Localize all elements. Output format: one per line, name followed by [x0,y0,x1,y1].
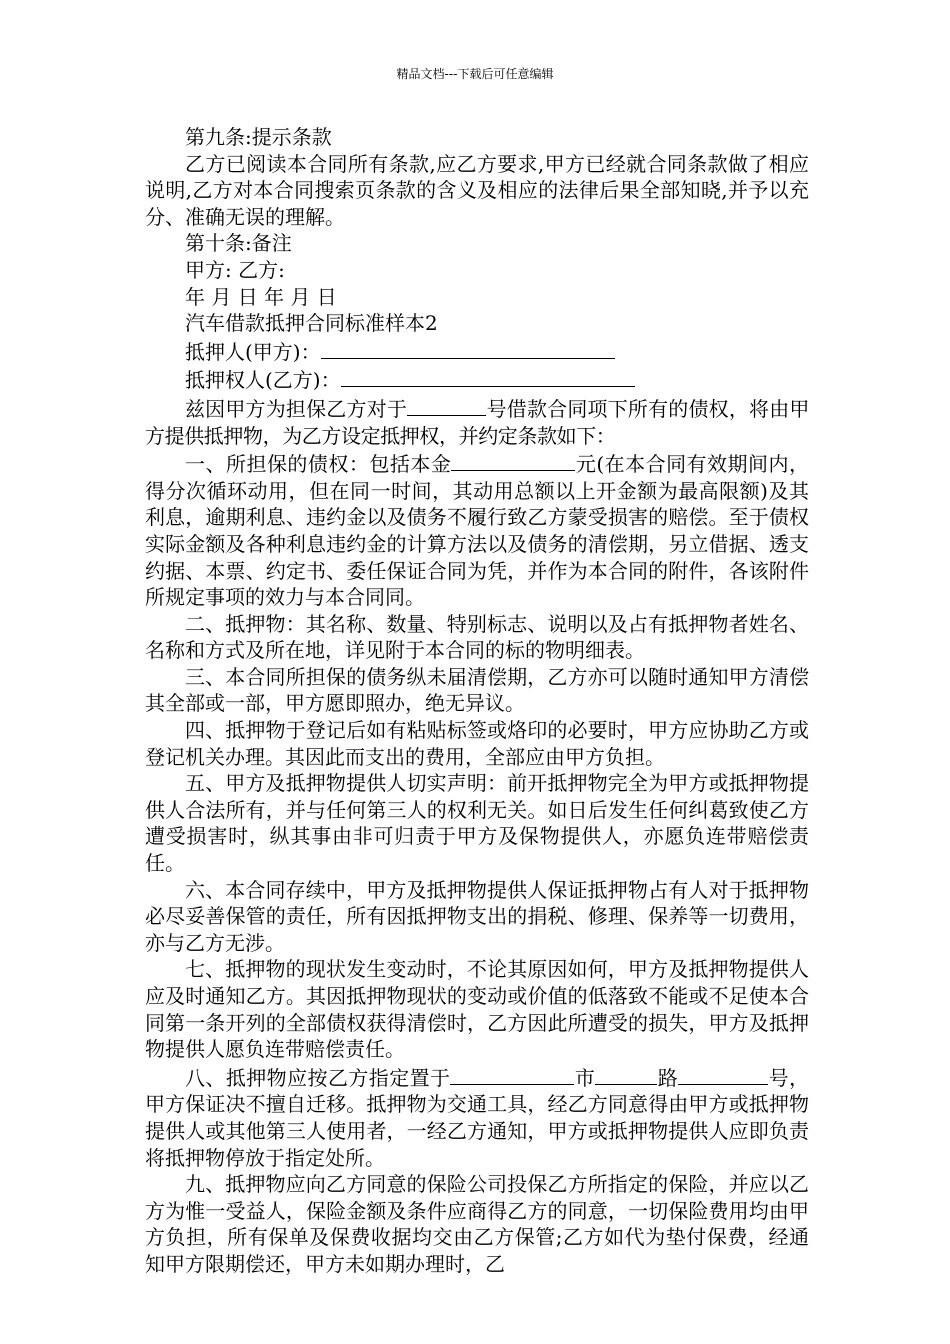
clause-1-text-a: 一、所担保的债权：包括本金 [185,452,452,477]
clause-9: 九、抵押物应向乙方同意的保险公司投保乙方所指定的保险，并应以乙方为惟一受益人，保险金额及条件应商得乙方的同意，一切保险费用均由甲方负担，所有保单及保费收据均交由乙方保管;乙方如代为垫付保费，经通知甲方限期偿还，甲方未如期办理时，乙 [145,1172,809,1276]
principal-amount-blank [451,449,575,471]
clause-4: 四、抵押物于登记后如有粘贴标签或烙印的必要时，甲方应协助乙方或登记机关办理。其因此而支出的费用，全部应由甲方负担。 [145,718,809,769]
mortgagor-line [145,337,809,366]
mortgagee-label: 抵押权人(乙方)： [185,368,341,393]
clause-6: 六、本合同存续中，甲方及抵押物提供人保证抵押物占有人对于抵押物必尽妥善保管的责任，所有因抵押物支出的捐税、修理、保养等一切费用，亦与乙方无涉。 [145,877,809,955]
intro-text-a: 兹因甲方为担保乙方对于 [185,396,408,421]
clause-8-road: 路 [657,1065,679,1090]
intro-text-b: 号借款合同项下所有的债权，将由甲方提供抵押物，为乙方设定抵押权，并约定条款如下： [145,396,809,448]
clause-2: 二、抵押物：其名称、数量、特别标志、说明以及占有抵押物者姓名、名称和方式及所在地，详见附于本合同的标的物明细表。 [145,611,809,663]
location-blank [450,1063,574,1085]
road-blank [678,1063,726,1085]
clause-8-text-a: 八、抵押物应按乙方指定置于 [185,1065,451,1090]
signature-parties-line: 甲方: 乙方: [185,257,285,282]
clause-7: 七、抵押物的现状发生变动时，不论其原因如何，甲方及抵押物提供人应及时通知乙方。其因抵押物现状的变动或价值的低落致不能或不足使本合同第一条开列的全部债权获得清偿时，乙方因此所遭受的损失，甲方及抵押物提供人愿负连带赔偿责任。 [145,957,809,1062]
clause-8-city: 市 [574,1065,596,1090]
sample-title: 汽车借款抵押合同标准样本2 [185,311,438,336]
mortgagee-blank [341,365,635,387]
clause-8 [145,1063,809,1171]
article-9-title: 第九条:提示条款 [185,125,332,149]
signature-date-line: 年 月 日 年 月 日 [185,284,337,309]
page-header: 精品文档---下载后可任意编辑 [396,67,554,81]
city-blank [595,1063,657,1085]
mortgagee-line [145,365,809,394]
document-body [145,124,809,1278]
clause-5: 五、甲方及抵押物提供人切实声明：前开抵押物完全为甲方或抵押物提供人合法所有，并与任何第三人的权利无关。如日后发生任何纠葛致使乙方遭受损害时，纵其事由非可归责于甲方及保物提供人，亦愿负连带赔偿责任。 [145,771,809,876]
clause-8-text-d: 号，甲方保证决不擅自迁移。抵押物为交通工具，经乙方同意得由甲方或抵押物提供人或其他第三人使用者，一经乙方通知，甲方或抵押物提供人应即负责将抵押物停放于指定处所。 [145,1065,810,1170]
article-9-body: 乙方已阅读本合同所有条款,应乙方要求,甲方已经就合同条款做了相应说明,乙方对本合同搜索页条款的含义及相应的法律后果全部知晓,并予以充分、准确无误的理解。 [145,151,809,229]
clause-1 [145,449,809,611]
loan-contract-number-blank [407,394,486,416]
mortgagor-label: 抵押人(甲方)： [185,339,321,364]
clause-1-text-b: 元(在本合同有效期间内，得分次循环动用，但在同一时间，其动用总额以上开金额为最高限额)及其利息，逾期利息、违约金以及债务不履行致乙方蒙受损害的赔偿。至于债权实际金额及各种利息违约金的计算方法以及债务的清偿期，另立借据、透支约据、本票、约定书、委任保证合同为凭，并作为本合同的附件，各该附件所规定事项的效力与本合同同。 [145,452,809,610]
clause-3: 三、本合同所担保的债务纵未届清偿期，乙方亦可以随时通知甲方清偿其全部或一部，甲方愿即照办，绝无异议。 [145,664,809,716]
number-blank [726,1063,768,1085]
article-10-title: 第十条:备注 [185,231,292,256]
intro-paragraph [145,394,809,449]
mortgagor-blank [321,337,615,359]
